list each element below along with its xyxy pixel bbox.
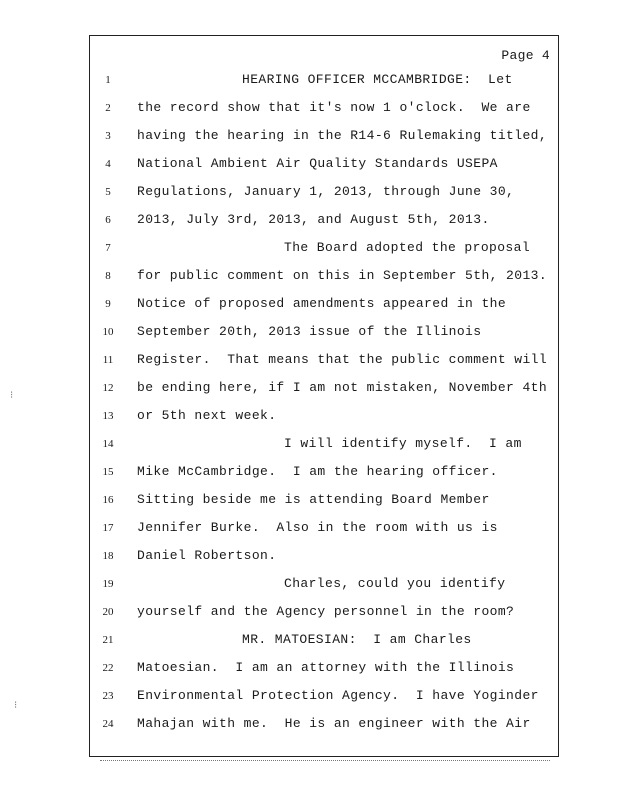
transcript-line: Mahajan with me. He is an engineer with the Air — [137, 716, 531, 731]
line-number: 6 — [105, 214, 111, 226]
transcript-line: Regulations, January 1, 2013, through June 30, — [137, 184, 515, 199]
line-number: 9 — [105, 298, 111, 310]
transcript-line: be ending here, if I am not mistaken, November 4th — [137, 380, 548, 395]
transcript-line: Register. That means that the public comment will — [137, 352, 548, 367]
transcript-line: having the hearing in the R14-6 Rulemaking titled, — [137, 128, 548, 143]
line-number: 7 — [105, 242, 111, 254]
transcript-line: Environmental Protection Agency. I have Yoginder — [137, 688, 539, 703]
line-number: 21 — [102, 634, 114, 646]
transcript-line: I will identify myself. I am — [284, 436, 522, 451]
margin-speck: ⁝ — [14, 701, 18, 712]
transcript-line: MR. MATOESIAN: I am Charles — [242, 632, 472, 647]
transcript-line: Sitting beside me is attending Board Member — [137, 492, 490, 507]
transcript-page-border — [89, 35, 559, 757]
transcript-line: Mike McCambridge. I am the hearing officer. — [137, 464, 498, 479]
scan-artifact-line — [100, 760, 550, 762]
line-number: 1 — [105, 74, 111, 86]
margin-speck: ⁝ — [10, 391, 14, 402]
transcript-line: or 5th next week. — [137, 408, 277, 423]
transcript-line: Charles, could you identify — [284, 576, 506, 591]
transcript-line: 2013, July 3rd, 2013, and August 5th, 2013. — [137, 212, 490, 227]
line-number: 12 — [102, 382, 114, 394]
line-number: 3 — [105, 130, 111, 142]
line-number: 16 — [102, 494, 114, 506]
transcript-line: the record show that it's now 1 o'clock. We are — [137, 100, 531, 115]
line-number: 22 — [102, 662, 114, 674]
line-number: 23 — [102, 690, 114, 702]
transcript-line: yourself and the Agency personnel in the room? — [137, 604, 515, 619]
transcript-line: Matoesian. I am an attorney with the Illinois — [137, 660, 515, 675]
line-number: 14 — [102, 438, 114, 450]
transcript-line: Daniel Robertson. — [137, 548, 277, 563]
line-number: 5 — [105, 186, 111, 198]
line-number: 17 — [102, 522, 114, 534]
line-number: 8 — [105, 270, 111, 282]
transcript-line: Jennifer Burke. Also in the room with us is — [137, 520, 498, 535]
line-number: 20 — [102, 606, 114, 618]
line-number: 18 — [102, 550, 114, 562]
line-number: 19 — [102, 578, 114, 590]
line-number: 2 — [105, 102, 111, 114]
line-number: 15 — [102, 466, 114, 478]
transcript-line: National Ambient Air Quality Standards USEPA — [137, 156, 498, 171]
transcript-line: Notice of proposed amendments appeared in the — [137, 296, 507, 311]
line-number: 4 — [105, 158, 111, 170]
line-number: 11 — [102, 354, 114, 366]
transcript-line: HEARING OFFICER MCCAMBRIDGE: Let — [242, 72, 513, 87]
line-number: 24 — [102, 718, 114, 730]
transcript-line: September 20th, 2013 issue of the Illinois — [137, 324, 482, 339]
line-number: 13 — [102, 410, 114, 422]
transcript-line: The Board adopted the proposal — [284, 240, 531, 255]
line-number: 10 — [102, 326, 114, 338]
transcript-line: for public comment on this in September 5th, 2013. — [137, 268, 548, 283]
page-number: Page 4 — [501, 48, 550, 63]
